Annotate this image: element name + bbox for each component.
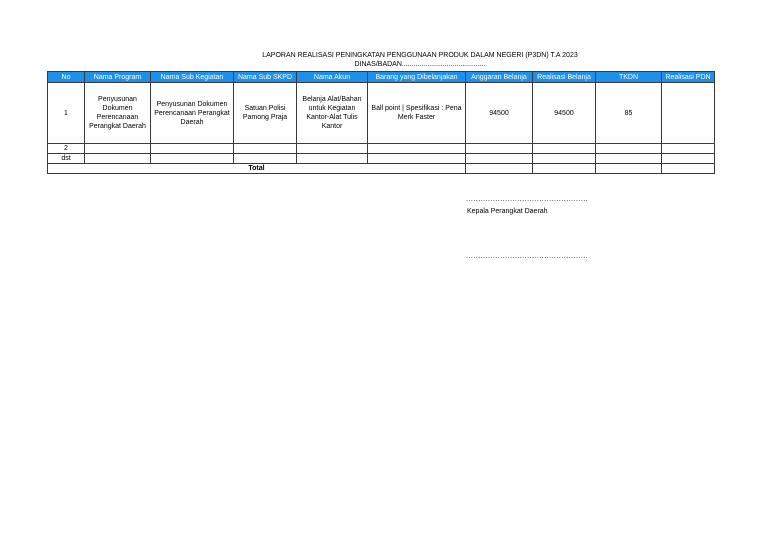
column-header-program: Nama Program — [85, 72, 151, 83]
report-table — [47, 71, 715, 174]
total-row — [48, 164, 715, 174]
table-row — [48, 144, 715, 154]
column-header-anggaran: Anggaran Belanja — [466, 72, 533, 83]
cell-no: 2 — [48, 144, 85, 154]
total-realisasi-pdn — [662, 164, 715, 174]
cell-empty — [368, 144, 466, 154]
column-header-no: No — [48, 72, 85, 83]
cell-empty — [662, 154, 715, 164]
cell-barang: Ball point | Spesifikasi : Pena Merk Faster — [368, 83, 466, 144]
table-row — [48, 83, 715, 144]
cell-empty — [234, 144, 297, 154]
column-header-realisasi: Realisasi Belanja — [533, 72, 596, 83]
cell-no: 1 — [48, 83, 85, 144]
signature-dots-top: .................................................. — [466, 196, 589, 203]
table-row — [48, 154, 715, 164]
total-tkdn — [596, 164, 662, 174]
cell-empty — [662, 144, 715, 154]
table-header-row — [48, 72, 715, 83]
report-subtitle: DINAS/BADAN........................................... — [354, 61, 486, 68]
cell-empty — [151, 144, 234, 154]
total-label: Total — [48, 164, 466, 174]
cell-empty — [466, 154, 533, 164]
signature-dots-bottom: .................................................. — [466, 253, 589, 260]
cell-empty — [596, 144, 662, 154]
cell-sub-skpd: Satuan Polisi Pamong Praja — [234, 83, 297, 144]
cell-empty — [85, 144, 151, 154]
cell-empty — [297, 144, 368, 154]
column-header-barang: Barang yang Dibelanjakan — [368, 72, 466, 83]
cell-empty — [596, 154, 662, 164]
column-header-sub-kegiatan: Nama Sub Kegiatan — [151, 72, 234, 83]
total-realisasi — [533, 164, 596, 174]
report-title: LAPORAN REALISASI PENINGKATAN PENGGUNAAN PRODUK DALAM NEGERI (P3DN) T.A 2023 — [262, 52, 578, 59]
cell-realisasi: 94500 — [533, 83, 596, 144]
cell-program: Penyusunan Dokumen Perencanaan Perangkat Daerah — [85, 83, 151, 144]
cell-empty — [466, 144, 533, 154]
cell-empty — [85, 154, 151, 164]
column-header-sub-skpd: Nama Sub SKPD — [234, 72, 297, 83]
signature-label: Kepala Perangkat Daerah — [467, 208, 548, 215]
cell-sub-kegiatan: Penyusunan Dokumen Perencanaan Perangkat Daerah — [151, 83, 234, 144]
column-header-realisasi-pdn: Realisasi PDN — [662, 72, 715, 83]
column-header-tkdn: TKDN — [596, 72, 662, 83]
cell-empty — [533, 154, 596, 164]
cell-realisasi-pdn — [662, 83, 715, 144]
cell-empty — [297, 154, 368, 164]
cell-empty — [234, 154, 297, 164]
cell-tkdn: 85 — [596, 83, 662, 144]
cell-empty — [151, 154, 234, 164]
cell-empty — [368, 154, 466, 164]
cell-empty — [533, 144, 596, 154]
total-anggaran — [466, 164, 533, 174]
cell-akun: Belanja Alat/Bahan untuk Kegiatan Kantor-Alat Tulis Kantor — [297, 83, 368, 144]
cell-no: dst — [48, 154, 85, 164]
column-header-akun: Nama Akun — [297, 72, 368, 83]
cell-anggaran: 94500 — [466, 83, 533, 144]
